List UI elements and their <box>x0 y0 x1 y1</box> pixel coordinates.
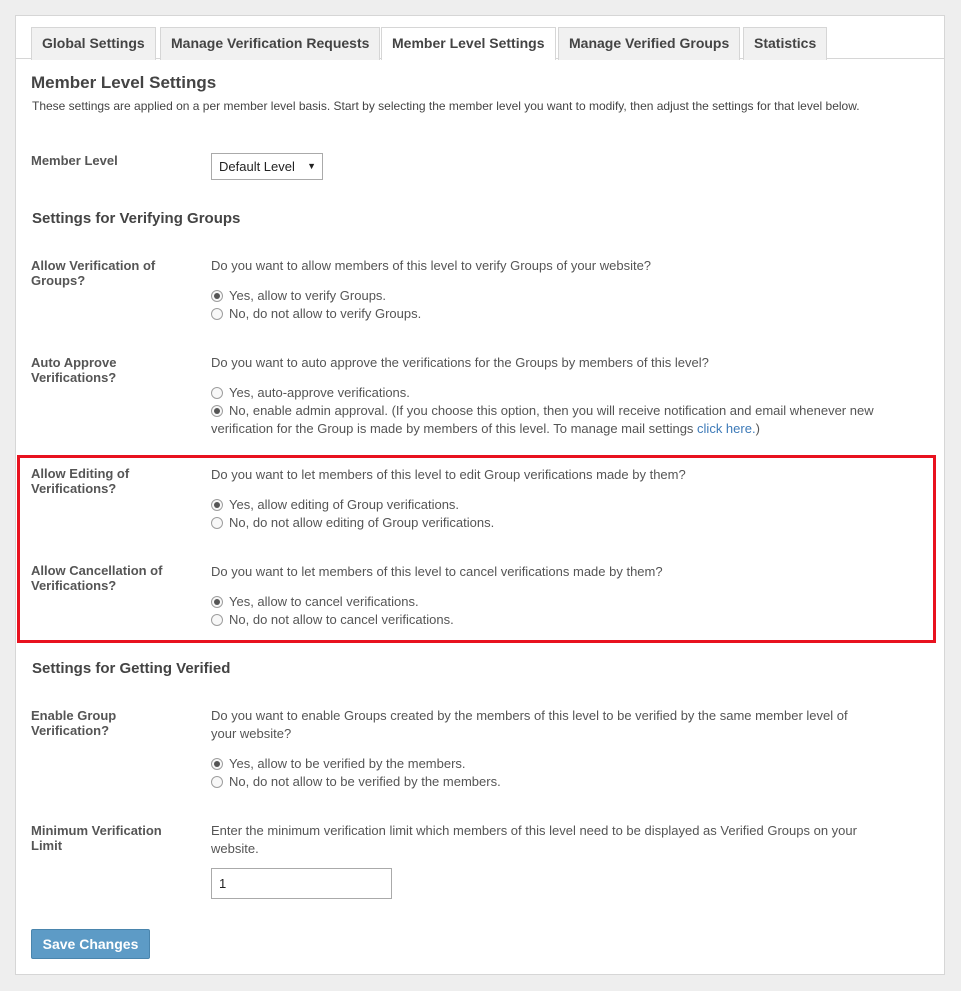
allow-cancellation-label: Allow Cancellation of Verifications? <box>31 563 163 593</box>
radio-unselected[interactable] <box>211 614 223 626</box>
option-label: Yes, auto-approve verifications. <box>229 385 410 400</box>
minimum-limit-label: Minimum Verification Limit <box>31 823 162 853</box>
radio-unselected[interactable] <box>211 517 223 529</box>
allow-editing-label: Allow Editing of Verifications? <box>31 466 130 496</box>
radio-unselected[interactable] <box>211 387 223 399</box>
tab-bar <box>16 16 944 59</box>
auto-approve-yes[interactable] <box>211 384 410 402</box>
option-label: Yes, allow to cancel verifications. <box>229 594 419 609</box>
auto-approve-label: Auto Approve Verifications? <box>31 355 117 385</box>
radio-selected[interactable] <box>211 405 223 417</box>
radio-unselected[interactable] <box>211 776 223 788</box>
tab-manage-verified-groups[interactable]: Manage Verified Groups <box>558 27 740 60</box>
tab-global-settings[interactable]: Global Settings <box>31 27 156 60</box>
option-label: No, do not allow to verify Groups. <box>229 306 422 321</box>
allow-verification-label: Allow Verification of Groups? <box>31 258 156 288</box>
enable-group-verification-no[interactable] <box>211 773 501 791</box>
allow-editing-yes[interactable] <box>211 496 459 514</box>
enable-group-verification-yes[interactable] <box>211 755 466 773</box>
minimum-limit-input[interactable]: 1 <box>211 868 392 899</box>
option-label: Yes, allow to verify Groups. <box>229 288 387 303</box>
radio-selected[interactable] <box>211 290 223 302</box>
radio-selected[interactable] <box>211 596 223 608</box>
tab-member-level-settings[interactable]: Member Level Settings <box>381 27 556 60</box>
allow-editing-question: Do you want to let members of this level to edit Group verifications made by them? <box>211 467 686 482</box>
option-label-wrapper <box>211 402 901 438</box>
member-level-select[interactable] <box>211 153 323 180</box>
option-label: Yes, allow editing of Group verifications. <box>229 497 460 512</box>
option-label: No, enable admin approval. (If you choose this option, then you will receive notification and email whenever new verification for the Group is made by members of this level. To manage mail settings <box>211 403 874 436</box>
auto-approve-question: Do you want to auto approve the verifications for the Groups by members of this level? <box>211 355 709 370</box>
option-label-end: ) <box>755 421 760 436</box>
tab-manage-verification-requests[interactable]: Manage Verification Requests <box>160 27 380 60</box>
enable-group-verification-question: Do you want to enable Groups created by the members of this level to be verified by the same member level of your website? <box>211 708 848 741</box>
enable-group-verification-label: Enable Group Verification? <box>31 708 117 738</box>
auto-approve-no[interactable] <box>211 402 901 438</box>
radio-selected[interactable] <box>211 499 223 511</box>
allow-verification-no[interactable] <box>211 305 421 323</box>
allow-cancellation-yes[interactable] <box>211 593 419 611</box>
page-description: These settings are applied on a per member level basis. Start by selecting the member level you want to modify, then adjust the settings for that level below. <box>32 99 860 113</box>
radio-unselected[interactable] <box>211 308 223 320</box>
allow-cancellation-question: Do you want to let members of this level to cancel verifications made by them? <box>211 564 663 579</box>
section-title-verifying: Settings for Verifying Groups <box>32 210 241 227</box>
member-level-value: Default Level <box>219 159 295 174</box>
option-label: Yes, allow to be verified by the members. <box>229 756 466 771</box>
option-label: No, do not allow to be verified by the members. <box>229 774 501 789</box>
member-level-label: Member Level <box>31 153 118 168</box>
mail-settings-link[interactable]: click here. <box>697 421 756 436</box>
minimum-limit-question: Enter the minimum verification limit which members of this level need to be displayed as Verified Groups on your website. <box>211 823 857 856</box>
dropdown-arrow-icon: ▼ <box>307 161 316 171</box>
option-label: No, do not allow to cancel verifications. <box>229 612 454 627</box>
page-title: Member Level Settings <box>31 73 217 92</box>
allow-editing-no[interactable] <box>211 514 494 532</box>
allow-verification-yes[interactable] <box>211 287 386 305</box>
allow-verification-question: Do you want to allow members of this level to verify Groups of your website? <box>211 258 652 273</box>
section-title-getting: Settings for Getting Verified <box>32 660 231 677</box>
allow-cancellation-no[interactable] <box>211 611 454 629</box>
option-label: No, do not allow editing of Group verifications. <box>229 515 495 530</box>
radio-selected[interactable] <box>211 758 223 770</box>
tab-statistics[interactable]: Statistics <box>743 27 827 60</box>
save-changes-button[interactable]: Save Changes <box>31 929 150 959</box>
